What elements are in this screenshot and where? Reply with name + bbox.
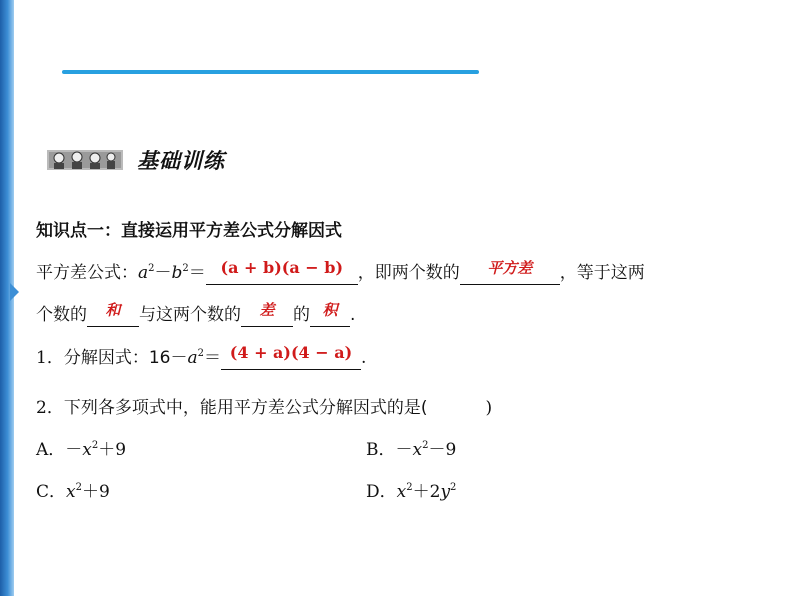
q1-text: 分解因式：16－ [63,348,188,368]
option-c-post: ＋9 [81,482,110,502]
blank-3[interactable] [87,301,139,327]
option-b-exp: 2 [422,440,429,451]
option-a-label: A． [36,440,66,460]
answer-4: 差 [259,301,275,319]
answer-1: (a + b)(a − b) [220,258,344,277]
option-b-var: x [412,440,423,460]
blank-2[interactable] [460,259,560,285]
option-c[interactable] [36,480,110,504]
option-d-var: x [396,482,407,502]
option-b-label: B． [366,440,396,460]
q1-end: . [360,348,367,368]
q2-number: 2． [36,398,64,418]
answer-2: 平方差 [487,259,533,277]
option-d-post: ＋2 [412,482,441,502]
formula-mid-text: ，即两个数的 [357,263,460,283]
option-d-exp2: 2 [450,482,457,493]
side-tab-arrow-icon [10,283,19,301]
q1-var: a [187,348,198,368]
option-c-exp: 2 [75,482,82,493]
cartoon-scholars-icon [47,148,123,172]
option-d-exp: 2 [406,482,413,493]
blank-1[interactable] [206,258,358,285]
exp: 2 [182,263,189,274]
option-a[interactable] [36,438,126,462]
option-a-exp: 2 [91,440,99,451]
top-divider [62,70,479,74]
q1-equals: ＝ [203,348,221,368]
line2-start: 个数的 [36,305,87,325]
formula-line [36,258,645,285]
line2-end: . [350,305,356,325]
exp: 2 [148,263,155,274]
blank-4[interactable] [241,301,293,327]
section-heading: 知识点一：直接运用平方差公式分解因式 [36,221,342,241]
q2-text: 下列各多项式中，能用平方差公式分解因式的是( [63,398,428,418]
minus: － [154,263,172,283]
formula-label: 平方差公式： [36,263,138,283]
answer-5: 积 [322,301,338,319]
q1-blank[interactable] [221,343,361,370]
option-b[interactable] [366,438,456,462]
option-c-var: x [66,482,76,502]
option-c-label: C． [36,482,67,502]
option-b-pre: － [395,440,413,460]
banner-title: 基础训练 [137,148,225,173]
option-a-post: ＋9 [98,440,127,460]
question-2 [36,396,492,420]
question-1 [36,343,367,370]
answer-3: 和 [105,301,121,319]
var-b: b [171,263,183,283]
formula-end-text: ，等于这两 [559,263,645,283]
option-d-var2: y [440,482,451,502]
option-a-pre: － [65,440,83,460]
equals: ＝ [188,263,206,283]
section-banner [47,147,225,173]
var-a: a [138,263,149,283]
option-d-label: D． [366,482,397,502]
q1-number: 1． [36,348,64,368]
option-d[interactable] [366,480,456,504]
option-b-post: －9 [428,440,457,460]
line2-mid: 与这两个数的 [139,305,241,325]
q2-close-paren: ) [485,398,493,418]
blank-5[interactable] [310,301,350,327]
q1-exp: 2 [197,348,204,359]
formula-line-2 [36,303,355,327]
line2-mid2: 的 [293,305,310,325]
q1-answer: (4 + a)(4 − a) [229,343,353,362]
option-a-var: x [82,440,92,460]
